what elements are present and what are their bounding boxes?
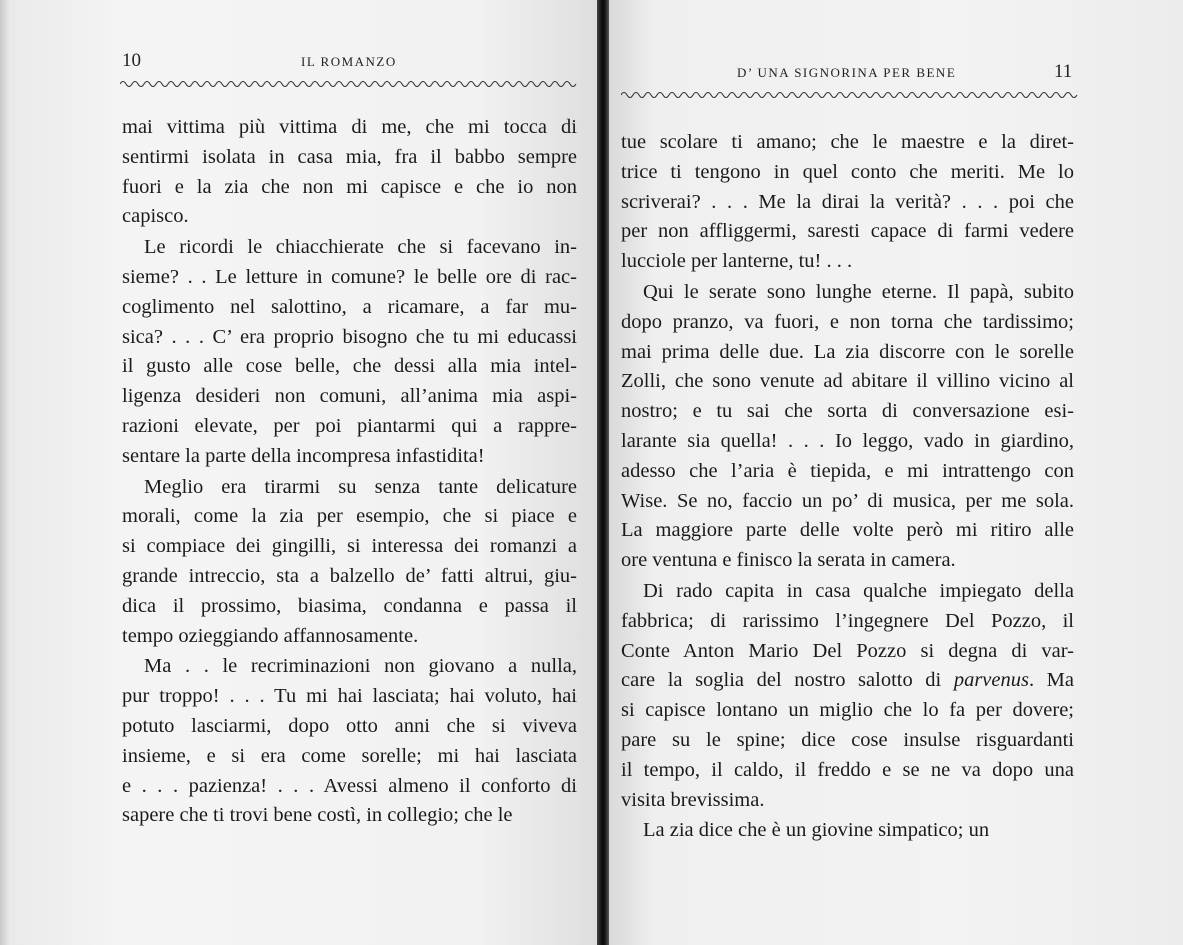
text-line: il gusto alle cose belle, che dessi alla mia intel-	[122, 355, 577, 378]
text-line: insieme, e si era come sorelle; mi hai lasciata	[122, 744, 577, 767]
left-page-number: 10	[122, 50, 141, 71]
text-line: sica? . . . C’ era proprio bisogno che tu mi educassi	[122, 325, 577, 348]
text-line: il tempo, il caldo, il freddo e se ne va dopo una	[621, 758, 1074, 781]
book-gutter	[597, 0, 609, 945]
text-line: sieme? . . Le letture in comune? le belle ore di rac-	[122, 265, 577, 288]
text-line: larante sia quella! . . . Io leggo, vado in giardino,	[621, 429, 1074, 452]
text-line: si capisce lontano un miglio che lo fa per dovere;	[621, 699, 1074, 722]
text-line: mai prima delle due. La zia discorre con le sorelle	[621, 340, 1074, 363]
text-line: Le ricordi le chiacchierate che si facevano in-	[144, 236, 577, 259]
text-line: pur troppo! . . . Tu mi hai lasciata; hai voluto, hai	[122, 685, 577, 708]
right-page-number: 11	[1054, 61, 1073, 82]
text-line: mai vittima più vittima di me, che mi tocca di	[122, 116, 577, 138]
text-line: ore ventuna e finisco la serata in camera.	[621, 549, 956, 572]
text-line: sentare la parte della incompresa infastidita!	[122, 444, 485, 467]
left-header-rule	[120, 76, 580, 92]
left-body-text	[122, 113, 577, 831]
left-running-head: IL ROMANZO	[301, 54, 397, 69]
text-line: ligenza desideri non comuni, all’anima mia aspi-	[122, 385, 577, 408]
text-line: morali, come la zia per esempio, che si piace e	[122, 505, 577, 528]
paragraph	[122, 652, 577, 831]
text-line: grande intreccio, sta a balzello de’ fatti altrui, giu-	[122, 564, 577, 587]
text-line: Zolli, che sono venute ad abitare il villino vicino al	[621, 370, 1074, 393]
text-line: visita brevissima.	[621, 788, 765, 811]
paragraph	[621, 577, 1074, 815]
text-line: capisco.	[122, 205, 189, 228]
text-line: fuori e la zia che non mi capisce e che io non	[122, 175, 577, 198]
text-line: si compiace dei gingilli, si interessa dei romanzi a	[122, 535, 577, 558]
text-line: Qui le serate sono lunghe eterne. Il papà, subito	[643, 280, 1074, 303]
text-line: razioni elevate, per poi piantarmi qui a rappre-	[122, 414, 577, 437]
text-line: dica il prossimo, biasima, condanna e passa il	[122, 594, 577, 617]
text-line: dopo pranzo, va fuori, e non torna che tardissimo;	[621, 310, 1074, 333]
text-line: care la soglia del nostro salotto di parvenus. Ma	[621, 669, 1074, 692]
text-line: pare su le spine; dice cose insulse risguardanti	[621, 728, 1074, 751]
text-line: La zia dice che è un giovine simpatico; un	[643, 819, 990, 842]
text-line: Ma . . le recriminazioni non giovano a nulla,	[144, 655, 577, 678]
paragraph	[621, 128, 1074, 277]
text-line: lucciole per lanterne, tu! . . .	[621, 250, 853, 273]
text-line: nostro; e tu sai che sorta di conversazione esi-	[621, 400, 1074, 423]
paragraph	[621, 816, 1074, 846]
text-line: Di rado capita in casa qualche impiegato della	[643, 579, 1074, 602]
paragraph	[122, 233, 577, 471]
text-line: sapere che ti trovi bene costì, in collegio; che le	[122, 804, 513, 827]
text-line: adesso che l’aria è tiepida, e mi intrattengo con	[621, 459, 1074, 482]
page-edge-shadow	[0, 0, 10, 945]
paragraph	[621, 278, 1074, 576]
text-line: Meglio era tirarmi su senza tante delicature	[144, 475, 577, 498]
text-line: La maggiore parte delle volte però mi ritiro alle	[621, 519, 1074, 542]
text-line: e . . . pazienza! . . . Avessi almeno il conforto di	[122, 774, 577, 797]
text-line: per non affliggermi, saresti capace di farmi vedere	[621, 220, 1074, 243]
right-body-text	[621, 128, 1074, 846]
text-line: potuto lasciarmi, dopo otto anni che si viveva	[122, 714, 577, 737]
text-line: tempo ozieggiando affannosamente.	[122, 624, 419, 647]
text-line: Conte Anton Mario Del Pozzo si degna di var-	[621, 639, 1074, 662]
right-header-rule	[621, 87, 1081, 103]
text-line: trice ti tengono in quel conto che meriti. Me lo	[621, 160, 1074, 183]
right-page	[609, 0, 1183, 945]
text-line: Wise. Se no, faccio un po’ di musica, per me sola.	[621, 489, 1074, 512]
text-line: scriverai? . . . Me la dirai la verità? . . . poi che	[621, 190, 1074, 213]
text-line: coglimento nel salottino, a ricamare, a far mu-	[122, 295, 577, 318]
text-line: fabbrica; di rarissimo l’ingegnere Del Pozzo, il	[621, 609, 1074, 632]
text-line: sentirmi isolata in casa mia, fra il babbo sempre	[122, 145, 577, 168]
text-line: tue scolare ti amano; che le maestre e la diret-	[621, 131, 1074, 153]
paragraph	[122, 113, 577, 232]
right-running-head: D’ UNA SIGNORINA PER BENE	[737, 65, 957, 80]
paragraph	[122, 473, 577, 652]
